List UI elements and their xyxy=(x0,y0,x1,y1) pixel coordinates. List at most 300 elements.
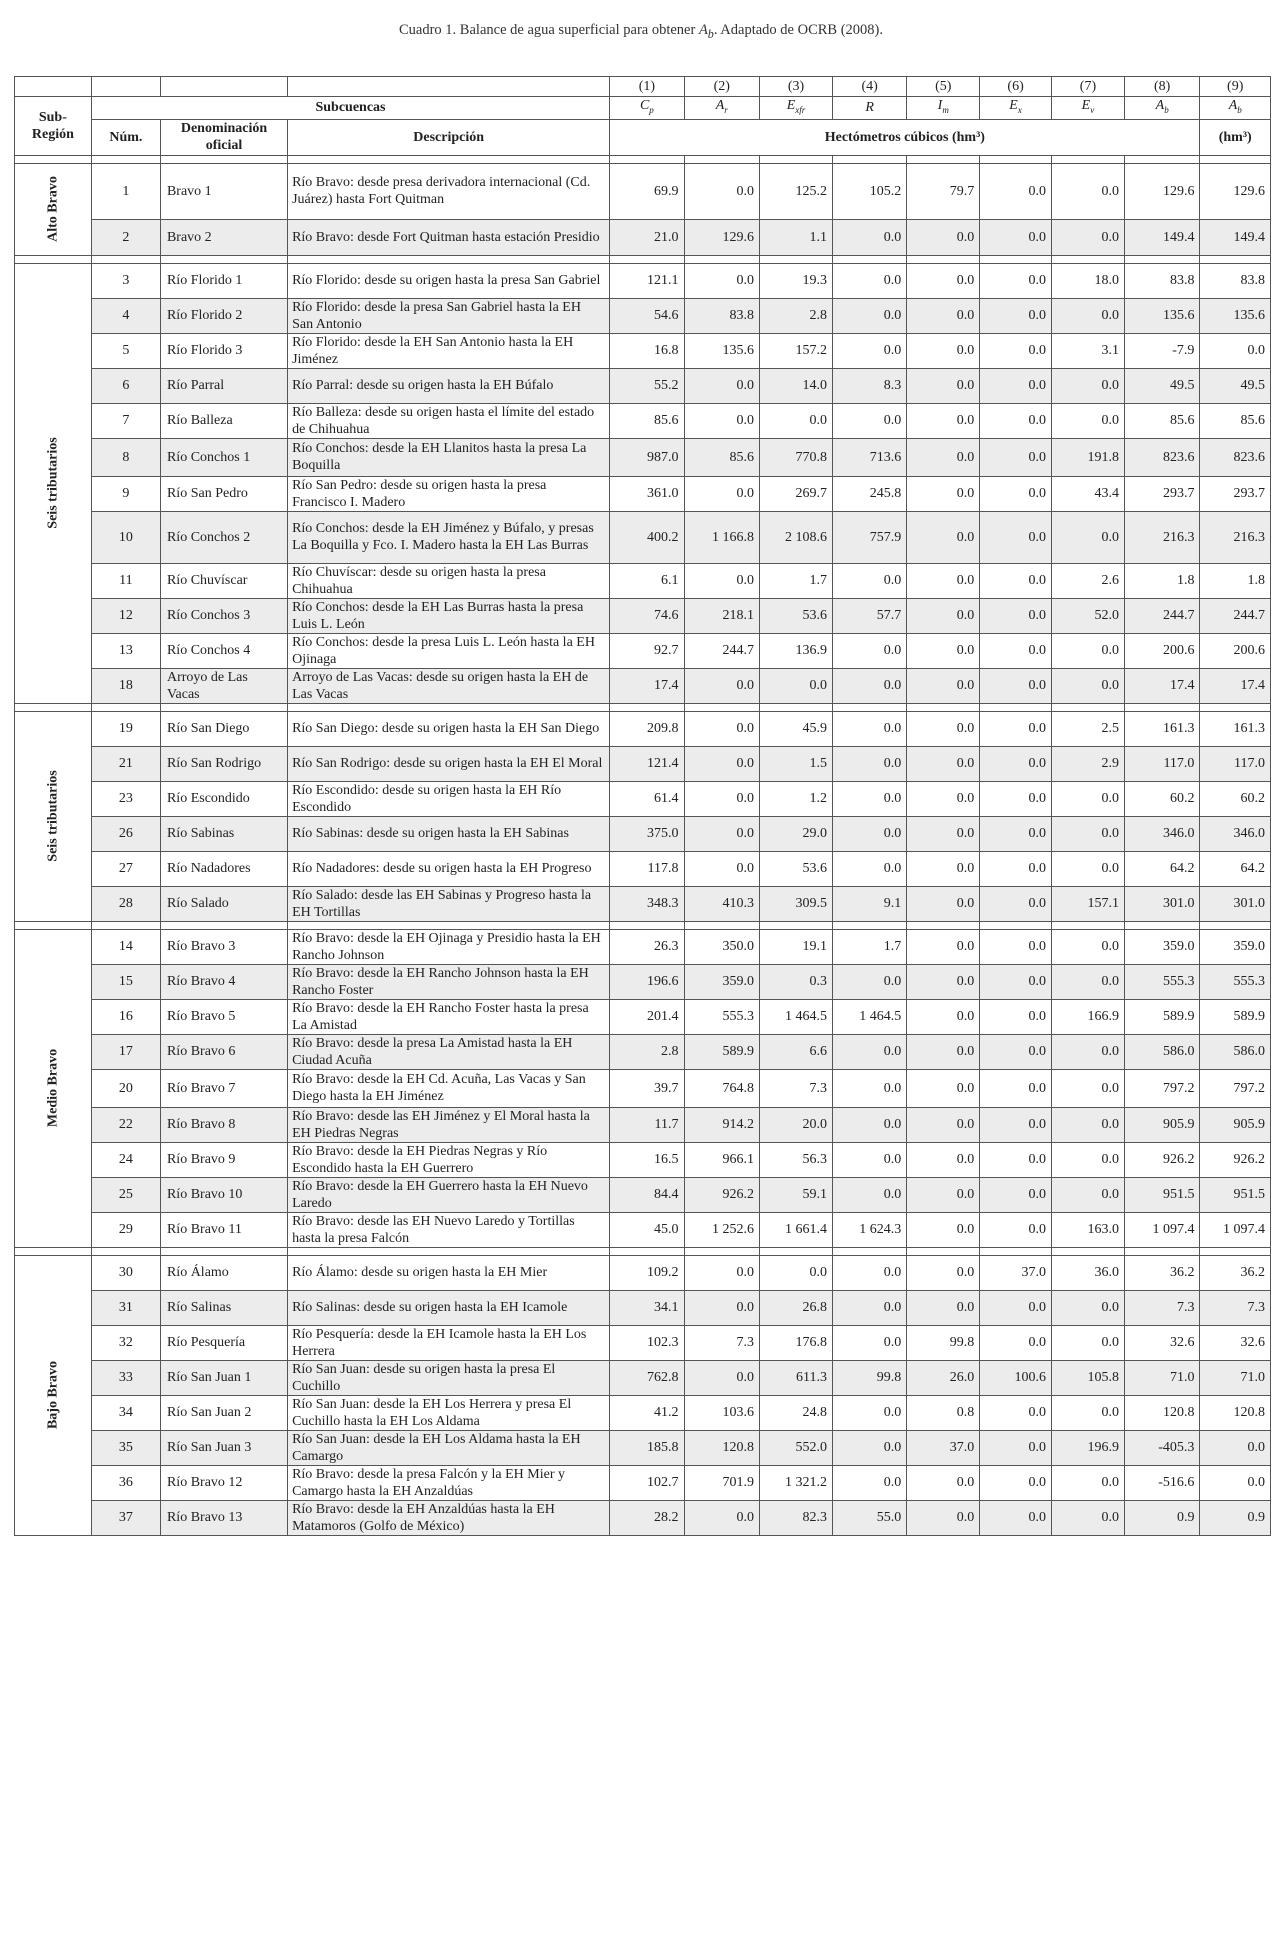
row-value: 1 661.4 xyxy=(760,1212,833,1247)
row-value: 375.0 xyxy=(610,816,684,851)
row-value: 85.6 xyxy=(610,403,684,438)
row-value: 0.0 xyxy=(907,1142,980,1177)
row-name: Río Salado xyxy=(160,886,287,921)
row-value: 914.2 xyxy=(684,1107,760,1142)
row-value: 7.3 xyxy=(1200,1290,1271,1325)
row-value: 0.0 xyxy=(980,781,1052,816)
row-value: 14.0 xyxy=(760,368,833,403)
row-value: 987.0 xyxy=(610,438,684,476)
row-value: 55.0 xyxy=(832,1500,906,1535)
table-row xyxy=(15,476,1271,511)
row-value: 83.8 xyxy=(684,298,760,333)
row-value: 129.6 xyxy=(1124,163,1200,219)
row-value: 0.0 xyxy=(1051,511,1124,563)
row-value: 0.0 xyxy=(907,511,980,563)
row-value: 589.9 xyxy=(1124,999,1200,1034)
table-row xyxy=(15,438,1271,476)
row-value: 0.0 xyxy=(684,781,760,816)
row-value: 0.0 xyxy=(980,964,1052,999)
row-number: 33 xyxy=(91,1360,160,1395)
row-value: 0.0 xyxy=(684,711,760,746)
row-value: 0.0 xyxy=(980,1069,1052,1107)
row-number: 25 xyxy=(91,1177,160,1212)
row-value: 244.7 xyxy=(1124,598,1200,633)
row-value: 555.3 xyxy=(684,999,760,1034)
row-value: 0.0 xyxy=(832,563,906,598)
row-value: 293.7 xyxy=(1200,476,1271,511)
row-name: Río Pesquería xyxy=(160,1325,287,1360)
spacer-row xyxy=(15,921,1271,929)
header-row-numbers xyxy=(15,77,1271,97)
row-value: 0.0 xyxy=(1051,1034,1124,1069)
header-blank xyxy=(15,77,92,97)
row-value: 410.3 xyxy=(684,886,760,921)
row-value: 0.0 xyxy=(1051,1069,1124,1107)
row-value: 611.3 xyxy=(760,1360,833,1395)
column-number: (5) xyxy=(907,77,980,97)
row-value: 0.0 xyxy=(907,1255,980,1290)
column-symbol: $I_m$ xyxy=(907,97,980,120)
row-value: 823.6 xyxy=(1200,438,1271,476)
row-value: 1 097.4 xyxy=(1200,1212,1271,1247)
row-value: 359.0 xyxy=(1124,929,1200,964)
row-value: 55.2 xyxy=(610,368,684,403)
row-value: 0.0 xyxy=(907,1290,980,1325)
row-value: 102.3 xyxy=(610,1325,684,1360)
row-value: 129.6 xyxy=(684,219,760,255)
row-value: 0.0 xyxy=(760,668,833,703)
row-value: 1.8 xyxy=(1124,563,1200,598)
row-value: 79.7 xyxy=(907,163,980,219)
row-value: 43.4 xyxy=(1051,476,1124,511)
row-value: 0.0 xyxy=(832,1107,906,1142)
row-value: 71.0 xyxy=(1200,1360,1271,1395)
row-name: Río Bravo 5 xyxy=(160,999,287,1034)
row-value: 24.8 xyxy=(760,1395,833,1430)
row-number: 24 xyxy=(91,1142,160,1177)
row-value: 163.0 xyxy=(1051,1212,1124,1247)
table-row xyxy=(15,816,1271,851)
row-value: 0.0 xyxy=(907,403,980,438)
row-value: 0.0 xyxy=(684,1500,760,1535)
row-value: 29.0 xyxy=(760,816,833,851)
row-value: 54.6 xyxy=(610,298,684,333)
row-value: 2.8 xyxy=(760,298,833,333)
row-description: Río Conchos: desde la EH Jiménez y Búfalo, y presas La Boquilla y Fco. I. Madero hasta la EH Las Burras xyxy=(288,511,610,563)
row-value: 3.1 xyxy=(1051,333,1124,368)
row-value: 0.0 xyxy=(684,163,760,219)
row-value: 797.2 xyxy=(1200,1069,1271,1107)
row-description: Río Florido: desde la presa San Gabriel hasta la EH San Antonio xyxy=(288,298,610,333)
row-value: 0.0 xyxy=(980,1465,1052,1500)
row-value: 0.0 xyxy=(684,403,760,438)
row-value: 0.0 xyxy=(907,438,980,476)
row-value: 19.3 xyxy=(760,263,833,298)
row-number: 20 xyxy=(91,1069,160,1107)
table-body xyxy=(15,155,1271,1535)
row-value: 0.0 xyxy=(1200,1430,1271,1465)
row-value: 0.0 xyxy=(907,633,980,668)
row-description: Río Bravo: desde la EH Ojinaga y Presidio hasta la EH Rancho Johnson xyxy=(288,929,610,964)
row-value: 0.0 xyxy=(1051,1465,1124,1500)
row-value: 105.2 xyxy=(832,163,906,219)
row-value: 0.0 xyxy=(980,1034,1052,1069)
row-value: 7.3 xyxy=(684,1325,760,1360)
column-number: (9) xyxy=(1200,77,1271,97)
row-description: Río Bravo: desde presa derivadora internacional (Cd. Juárez) hasta Fort Quitman xyxy=(288,163,610,219)
row-value: 28.2 xyxy=(610,1500,684,1535)
row-value: 0.0 xyxy=(760,403,833,438)
water-balance-table xyxy=(14,76,1271,1536)
row-value: 2.8 xyxy=(610,1034,684,1069)
row-name: Río Conchos 2 xyxy=(160,511,287,563)
subregion-label: Seis tributarios xyxy=(45,437,61,529)
row-value: 0.0 xyxy=(684,1255,760,1290)
header-blank xyxy=(160,77,287,97)
row-value: 823.6 xyxy=(1124,438,1200,476)
row-value: 0.0 xyxy=(907,598,980,633)
row-value: 0.0 xyxy=(980,1325,1052,1360)
row-value: 926.2 xyxy=(1200,1142,1271,1177)
row-value: 0.0 xyxy=(907,1212,980,1247)
row-value: 293.7 xyxy=(1124,476,1200,511)
row-value: 0.0 xyxy=(832,298,906,333)
row-description: Río San Juan: desde su origen hasta la presa El Cuchillo xyxy=(288,1360,610,1395)
row-value: 102.7 xyxy=(610,1465,684,1500)
row-value: 17.4 xyxy=(1200,668,1271,703)
row-value: 0.0 xyxy=(1051,403,1124,438)
row-number: 30 xyxy=(91,1255,160,1290)
row-value: 0.0 xyxy=(907,1034,980,1069)
row-value: 0.0 xyxy=(1051,1395,1124,1430)
row-description: Río San Juan: desde la EH Los Herrera y presa El Cuchillo hasta la EH Los Aldama xyxy=(288,1395,610,1430)
row-value: 57.7 xyxy=(832,598,906,633)
table-row xyxy=(15,964,1271,999)
row-value: 2.6 xyxy=(1051,563,1124,598)
row-value: 45.9 xyxy=(760,711,833,746)
row-description: Río Salado: desde las EH Sabinas y Progreso hasta la EH Tortillas xyxy=(288,886,610,921)
row-value: 0.0 xyxy=(1051,668,1124,703)
row-value: 17.4 xyxy=(610,668,684,703)
row-value: 45.0 xyxy=(610,1212,684,1247)
header-row-labels xyxy=(15,119,1271,155)
row-value: 161.3 xyxy=(1200,711,1271,746)
row-value: 0.0 xyxy=(907,333,980,368)
row-value: 0.0 xyxy=(832,746,906,781)
row-value: 0.0 xyxy=(1051,163,1124,219)
column-number: (8) xyxy=(1124,77,1200,97)
row-description: Río Escondido: desde su origen hasta la EH Río Escondido xyxy=(288,781,610,816)
row-number: 28 xyxy=(91,886,160,921)
row-value: 1 252.6 xyxy=(684,1212,760,1247)
row-value: -405.3 xyxy=(1124,1430,1200,1465)
row-value: 0.0 xyxy=(980,163,1052,219)
row-value: 37.0 xyxy=(980,1255,1052,1290)
row-value: 0.0 xyxy=(832,964,906,999)
row-value: 32.6 xyxy=(1200,1325,1271,1360)
row-name: Río Bravo 6 xyxy=(160,1034,287,1069)
row-value: 0.0 xyxy=(1051,1177,1124,1212)
row-value: 85.6 xyxy=(1200,403,1271,438)
column-number: (6) xyxy=(980,77,1052,97)
descripcion-header: Descripción xyxy=(288,119,610,155)
row-value: 84.4 xyxy=(610,1177,684,1212)
row-value: 0.0 xyxy=(907,746,980,781)
row-value: 0.9 xyxy=(1200,1500,1271,1535)
row-number: 18 xyxy=(91,668,160,703)
row-value: 103.6 xyxy=(684,1395,760,1430)
column-number: (7) xyxy=(1051,77,1124,97)
row-value: 135.6 xyxy=(1124,298,1200,333)
row-value: 83.8 xyxy=(1124,263,1200,298)
row-value: 586.0 xyxy=(1124,1034,1200,1069)
row-value: 185.8 xyxy=(610,1430,684,1465)
row-name: Río Conchos 3 xyxy=(160,598,287,633)
row-value: 149.4 xyxy=(1200,219,1271,255)
row-name: Río Parral xyxy=(160,368,287,403)
row-name: Arroyo de Las Vacas xyxy=(160,668,287,703)
row-value: 0.0 xyxy=(684,1290,760,1325)
row-value: 1 464.5 xyxy=(832,999,906,1034)
table-row xyxy=(15,263,1271,298)
row-value: 701.9 xyxy=(684,1465,760,1500)
column-symbol: $E_v$ xyxy=(1051,97,1124,120)
column-symbol: $C_p$ xyxy=(610,97,684,120)
row-number: 3 xyxy=(91,263,160,298)
row-value: 1 321.2 xyxy=(760,1465,833,1500)
row-number: 29 xyxy=(91,1212,160,1247)
row-value: 0.0 xyxy=(980,1212,1052,1247)
row-value: 36.0 xyxy=(1051,1255,1124,1290)
row-name: Río San Juan 2 xyxy=(160,1395,287,1430)
row-value: 157.1 xyxy=(1051,886,1124,921)
row-value: 99.8 xyxy=(832,1360,906,1395)
row-value: 53.6 xyxy=(760,598,833,633)
row-value: 60.2 xyxy=(1124,781,1200,816)
row-value: 99.8 xyxy=(907,1325,980,1360)
row-value: 0.0 xyxy=(832,668,906,703)
row-value: 117.0 xyxy=(1124,746,1200,781)
row-value: 64.2 xyxy=(1200,851,1271,886)
column-number: (4) xyxy=(832,77,906,97)
row-value: 0.0 xyxy=(907,1107,980,1142)
row-value: 39.7 xyxy=(610,1069,684,1107)
row-value: 926.2 xyxy=(1124,1142,1200,1177)
row-value: 346.0 xyxy=(1200,816,1271,851)
row-value: 0.0 xyxy=(1051,1500,1124,1535)
row-number: 14 xyxy=(91,929,160,964)
row-value: 60.2 xyxy=(1200,781,1271,816)
row-description: Río Conchos: desde la EH Las Burras hasta la presa Luis L. León xyxy=(288,598,610,633)
row-value: 49.5 xyxy=(1200,368,1271,403)
row-value: 0.0 xyxy=(832,1142,906,1177)
row-number: 7 xyxy=(91,403,160,438)
row-name: Río San Rodrigo xyxy=(160,746,287,781)
row-description: Río San Juan: desde la EH Los Aldama hasta la EH Camargo xyxy=(288,1430,610,1465)
row-value: 85.6 xyxy=(1124,403,1200,438)
row-value: 49.5 xyxy=(1124,368,1200,403)
row-value: 0.0 xyxy=(832,263,906,298)
table-row xyxy=(15,298,1271,333)
row-value: 64.2 xyxy=(1124,851,1200,886)
row-name: Río Bravo 4 xyxy=(160,964,287,999)
row-description: Río San Rodrigo: desde su origen hasta la EH El Moral xyxy=(288,746,610,781)
row-value: 6.6 xyxy=(760,1034,833,1069)
row-value: 244.7 xyxy=(1200,598,1271,633)
row-value: 120.8 xyxy=(684,1430,760,1465)
row-description: Río San Pedro: desde su origen hasta la presa Francisco I. Madero xyxy=(288,476,610,511)
row-value: 1.5 xyxy=(760,746,833,781)
column-symbol: R xyxy=(832,97,906,120)
row-value: 0.0 xyxy=(832,1255,906,1290)
header-row-symbols xyxy=(15,97,1271,120)
row-description: Río Florido: desde su origen hasta la presa San Gabriel xyxy=(288,263,610,298)
row-value: 11.7 xyxy=(610,1107,684,1142)
row-value: 109.2 xyxy=(610,1255,684,1290)
row-description: Río Nadadores: desde su origen hasta la EH Progreso xyxy=(288,851,610,886)
row-value: 555.3 xyxy=(1200,964,1271,999)
row-value: 16.8 xyxy=(610,333,684,368)
row-value: 0.0 xyxy=(1051,781,1124,816)
row-name: Río Bravo 13 xyxy=(160,1500,287,1535)
row-value: 0.0 xyxy=(907,781,980,816)
row-description: Río Bravo: desde la EH Anzaldúas hasta la EH Matamoros (Golfo de México) xyxy=(288,1500,610,1535)
table-row xyxy=(15,368,1271,403)
table-row xyxy=(15,1034,1271,1069)
table-row xyxy=(15,711,1271,746)
row-value: 9.1 xyxy=(832,886,906,921)
row-name: Río Florido 3 xyxy=(160,333,287,368)
row-value: 0.0 xyxy=(907,668,980,703)
row-name: Río San Pedro xyxy=(160,476,287,511)
row-description: Río Bravo: desde la EH Guerrero hasta la EH Nuevo Laredo xyxy=(288,1177,610,1212)
row-value: 17.4 xyxy=(1124,668,1200,703)
row-value: 0.0 xyxy=(1051,1142,1124,1177)
row-name: Río San Diego xyxy=(160,711,287,746)
row-value: -516.6 xyxy=(1124,1465,1200,1500)
row-value: 218.1 xyxy=(684,598,760,633)
row-value: 61.4 xyxy=(610,781,684,816)
row-value: 21.0 xyxy=(610,219,684,255)
row-value: 0.0 xyxy=(907,851,980,886)
row-number: 4 xyxy=(91,298,160,333)
row-value: 0.0 xyxy=(907,368,980,403)
table-row xyxy=(15,1107,1271,1142)
row-name: Río Bravo 8 xyxy=(160,1107,287,1142)
row-value: 951.5 xyxy=(1200,1177,1271,1212)
row-value: 764.8 xyxy=(684,1069,760,1107)
row-value: 0.0 xyxy=(980,851,1052,886)
row-value: 0.0 xyxy=(980,1142,1052,1177)
row-name: Río Florido 2 xyxy=(160,298,287,333)
row-value: 36.2 xyxy=(1124,1255,1200,1290)
row-value: 1.2 xyxy=(760,781,833,816)
row-value: 149.4 xyxy=(1124,219,1200,255)
hm3-header: (hm³) xyxy=(1200,119,1271,155)
row-number: 1 xyxy=(91,163,160,219)
row-number: 13 xyxy=(91,633,160,668)
row-value: 0.0 xyxy=(907,1177,980,1212)
subregion-cell xyxy=(15,929,92,1247)
column-symbol: $A_r$ xyxy=(684,97,760,120)
table-row xyxy=(15,403,1271,438)
row-name: Río Balleza xyxy=(160,403,287,438)
row-value: 0.0 xyxy=(832,1430,906,1465)
row-value: 26.3 xyxy=(610,929,684,964)
row-value: 0.0 xyxy=(980,403,1052,438)
row-value: 85.6 xyxy=(684,438,760,476)
table-row xyxy=(15,633,1271,668)
row-value: 0.0 xyxy=(832,1034,906,1069)
spacer-row xyxy=(15,255,1271,263)
subregion-label: Alto Bravo xyxy=(45,176,61,243)
table-row xyxy=(15,598,1271,633)
row-value: 0.0 xyxy=(832,816,906,851)
row-value: 0.0 xyxy=(907,964,980,999)
row-value: 589.9 xyxy=(1200,999,1271,1034)
row-value: 0.0 xyxy=(980,368,1052,403)
row-value: 56.3 xyxy=(760,1142,833,1177)
row-value: 0.0 xyxy=(684,368,760,403)
table-row xyxy=(15,1069,1271,1107)
row-value: 166.9 xyxy=(1051,999,1124,1034)
row-value: 6.1 xyxy=(610,563,684,598)
row-value: 2.5 xyxy=(1051,711,1124,746)
table-row xyxy=(15,1395,1271,1430)
row-value: 121.4 xyxy=(610,746,684,781)
row-value: 757.9 xyxy=(832,511,906,563)
row-value: 176.8 xyxy=(760,1325,833,1360)
row-value: 1.8 xyxy=(1200,563,1271,598)
table-row xyxy=(15,886,1271,921)
row-value: 36.2 xyxy=(1200,1255,1271,1290)
row-value: 0.0 xyxy=(980,563,1052,598)
row-number: 15 xyxy=(91,964,160,999)
row-value: 0.0 xyxy=(1051,633,1124,668)
row-value: 905.9 xyxy=(1124,1107,1200,1142)
row-value: 0.0 xyxy=(907,476,980,511)
row-value: 0.0 xyxy=(684,746,760,781)
row-description: Río Bravo: desde la EH Rancho Johnson hasta la EH Rancho Foster xyxy=(288,964,610,999)
row-value: 359.0 xyxy=(684,964,760,999)
row-value: 0.0 xyxy=(832,219,906,255)
row-value: 2 108.6 xyxy=(760,511,833,563)
row-value: 346.0 xyxy=(1124,816,1200,851)
row-value: 0.0 xyxy=(1051,219,1124,255)
row-value: 0.0 xyxy=(907,219,980,255)
row-value: 69.9 xyxy=(610,163,684,219)
row-number: 26 xyxy=(91,816,160,851)
table-row xyxy=(15,851,1271,886)
row-name: Río Conchos 4 xyxy=(160,633,287,668)
row-description: Río San Diego: desde su origen hasta la EH San Diego xyxy=(288,711,610,746)
row-value: 117.0 xyxy=(1200,746,1271,781)
row-value: 0.0 xyxy=(832,1069,906,1107)
table-row xyxy=(15,1430,1271,1465)
hectometros-header: Hectómetros cúbicos (hm³) xyxy=(610,119,1200,155)
row-number: 19 xyxy=(91,711,160,746)
row-value: 71.0 xyxy=(1124,1360,1200,1395)
table-caption: Cuadro 1. Balance de agua superficial para obtener $A_b$. Adaptado de OCRB (2008). xyxy=(399,22,883,41)
row-description: Río Bravo: desde las EH Nuevo Laredo y Tortillas hasta la presa Falcón xyxy=(288,1212,610,1247)
row-value: 0.0 xyxy=(1200,333,1271,368)
table-row xyxy=(15,1255,1271,1290)
row-value: 269.7 xyxy=(760,476,833,511)
row-value: 18.0 xyxy=(1051,263,1124,298)
row-value: 2.9 xyxy=(1051,746,1124,781)
subregion-cell xyxy=(15,163,92,255)
row-value: 926.2 xyxy=(684,1177,760,1212)
